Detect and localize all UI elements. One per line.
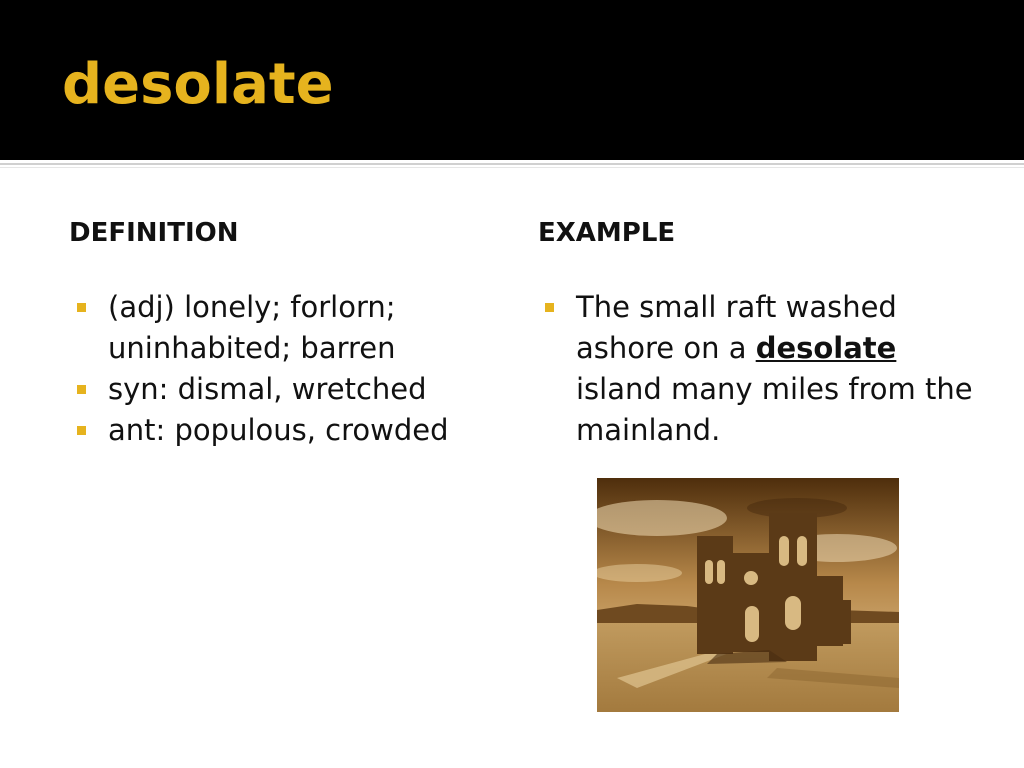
bullet-square-icon [545, 303, 554, 312]
bullet-square-icon [77, 385, 86, 394]
example-sentence-end: island many miles from the mainland. [576, 372, 973, 447]
list-item [72, 369, 492, 410]
definition-list [72, 287, 492, 451]
list-item [540, 287, 980, 451]
divider-line [0, 163, 1024, 165]
slide-title: desolate [62, 52, 334, 117]
divider-line-thin [0, 167, 1024, 168]
bullet-square-icon [77, 426, 86, 435]
bullet-square-icon [77, 303, 86, 312]
list-item [72, 287, 492, 369]
antonyms-text: ant: populous, crowded [108, 413, 449, 447]
highlighted-word: desolate [755, 331, 897, 365]
ruined-building-photo [597, 478, 899, 712]
synonyms-text: syn: dismal, wretched [108, 372, 427, 406]
list-item [72, 410, 492, 451]
example-list [540, 287, 980, 451]
definition-text: (adj) lonely; forlorn; uninhabited; barren [108, 290, 396, 365]
definition-heading: DEFINITION [69, 218, 239, 248]
example-sentence-start: The small raft washed ashore on a [576, 290, 897, 365]
example-heading: EXAMPLE [538, 218, 676, 248]
